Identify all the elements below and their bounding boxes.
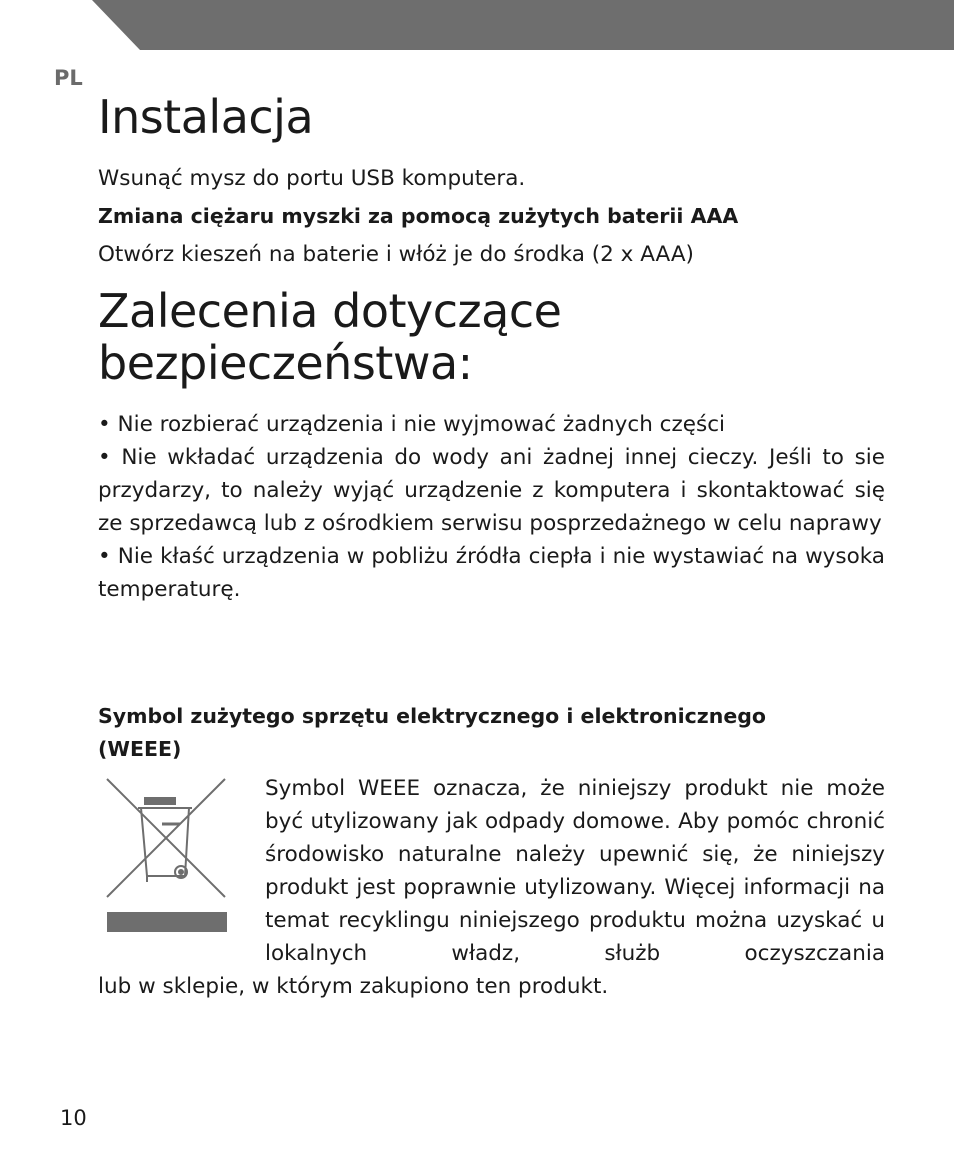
page-number: 10: [60, 1106, 87, 1130]
safety-title-line2: bezpieczeństwa:: [98, 335, 473, 390]
install-body: [98, 162, 885, 271]
weee-text-tail: lub w sklepie, w którym zakupiono ten produkt.: [98, 974, 609, 999]
weee-heading-line1: Symbol zużytego sprzętu elektrycznego i elektronicznego: [98, 704, 766, 728]
weee-description-tail: [98, 970, 885, 1003]
weight-heading: Zmiana ciężaru myszki za pomocą zużytych baterii AAA: [98, 204, 739, 228]
safety-list: [98, 408, 885, 606]
safety-item: • Nie kłaść urządzenia w pobliżu źródła ciepła i nie wystawiać na wysoka temperaturę.: [98, 544, 885, 602]
weee-heading-line2: (WEEE): [98, 737, 182, 761]
crossed-out-wheelie-bin-icon: [104, 776, 228, 936]
weight-text: Otwórz kieszeń na baterie i włóż je do środka (2 x AAA): [98, 242, 694, 267]
weee-heading: [98, 700, 885, 766]
safety-item: • Nie wkładać urządzenia do wody ani żadnej innej cieczy. Jeśli to sie przydarzy, to należy wyjąć urządzenie z komputera i skontaktować się ze sprzedawcą lub z ośrodkiem serwisu posprzedażnego w celu naprawy: [98, 445, 885, 536]
weee-description: [265, 772, 885, 970]
install-title: Instalacja: [98, 90, 314, 144]
safety-item: • Nie rozbierać urządzenia i nie wyjmować żadnych części: [98, 412, 725, 437]
language-label: PL: [54, 66, 83, 90]
safety-section: [98, 286, 885, 389]
header-band: [0, 0, 954, 50]
install-section: [98, 92, 885, 144]
weee-text: Symbol WEEE oznacza, że niniejszy produkt nie może być utylizowany jak odpady domowe. Aby pomóc chronić środowisko naturalne należy upewnić się, że niniejszy produkt jest poprawnie utylizowany. Więcej informacji na temat recyklingu niniejszego produktu można uzyskać u lokalnych władz, służb oczyszczania: [265, 776, 885, 966]
safety-title-line1: Zalecenia dotyczące: [98, 284, 562, 338]
install-step: Wsunąć mysz do portu USB komputera.: [98, 166, 526, 191]
